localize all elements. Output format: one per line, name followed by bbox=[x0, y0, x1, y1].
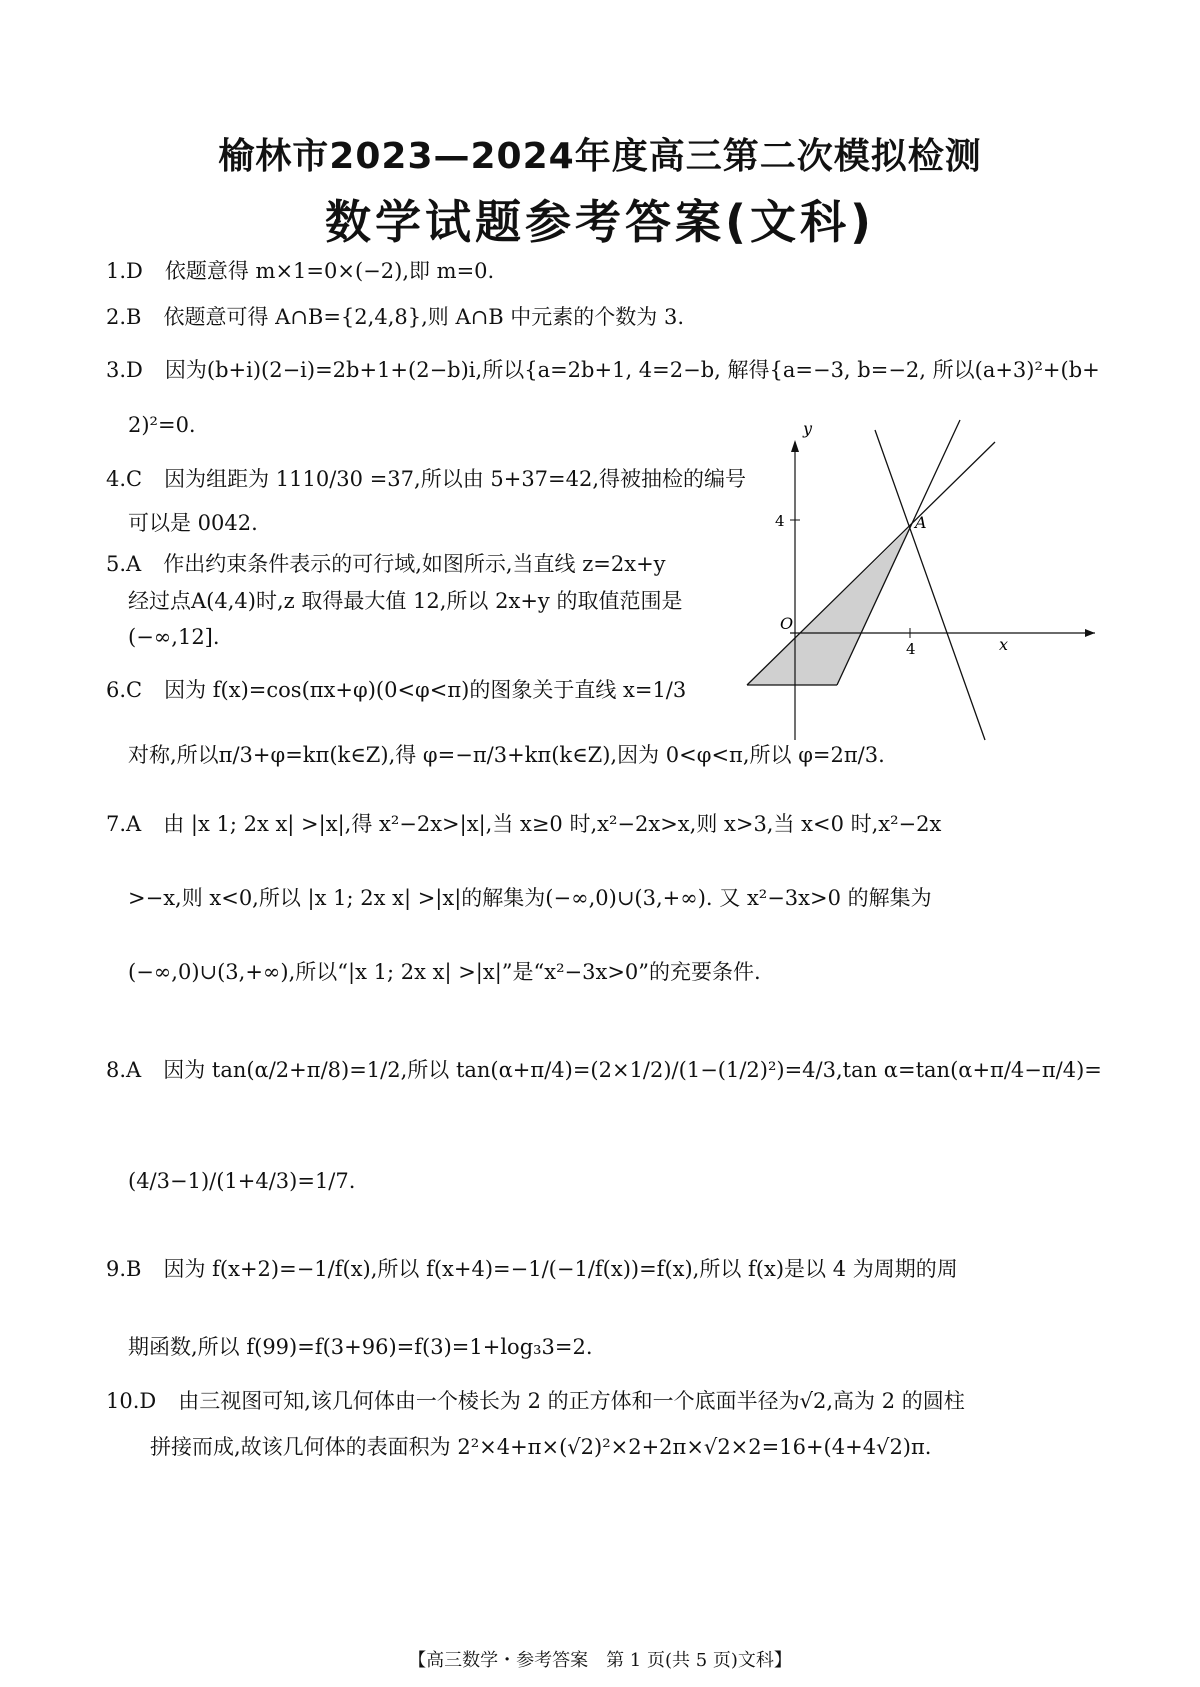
answer-6-text: 因为 f(x)=cos(πx+φ)(0<φ<π)的图象关于直线 x=1/3 bbox=[164, 678, 687, 702]
point-a-label: A bbox=[915, 513, 927, 532]
line-descending bbox=[875, 430, 985, 740]
answer-5-continuation-2: (−∞,12]. bbox=[128, 625, 220, 649]
answer-7 bbox=[106, 809, 941, 839]
answer-7-text: 由 |x 1; 2x x| >|x|,得 x²−2x>|x|,当 x≥0 时,x²−2x>x,则 x>3,当 x<0 时,x²−2x bbox=[163, 812, 942, 836]
answer-7-continuation-1: >−x,则 x<0,所以 |x 1; 2x x| >|x|的解集为(−∞,0)∪(3,+∞). 又 x²−3x>0 的解集为 bbox=[128, 886, 932, 910]
answer-8-continuation: (4/3−1)/(1+4/3)=1/7. bbox=[128, 1169, 356, 1193]
answer-9-continuation: 期函数,所以 f(99)=f(3+96)=f(3)=1+log₃3=2. bbox=[128, 1335, 593, 1359]
answer-9 bbox=[106, 1254, 958, 1284]
answer-10 bbox=[106, 1386, 965, 1416]
answer-4-number: 4.C bbox=[106, 467, 143, 491]
answer-10-text: 由三视图可知,该几何体由一个棱长为 2 的正方体和一个底面半径为√2,高为 2 的圆柱 bbox=[178, 1389, 965, 1413]
feasible-region-graph bbox=[775, 419, 1115, 745]
answer-5-text: 作出约束条件表示的可行域,如图所示,当直线 z=2x+y bbox=[163, 552, 666, 576]
answer-2-text: 依题意可得 A∩B={2,4,8},则 A∩B 中元素的个数为 3. bbox=[163, 305, 685, 329]
answer-3 bbox=[106, 355, 1100, 385]
answer-4 bbox=[106, 464, 746, 494]
answer-3-continuation: 2)²=0. bbox=[128, 413, 196, 437]
answer-10-number: 10.D bbox=[106, 1389, 157, 1413]
line-steep bbox=[837, 420, 960, 685]
answer-6-number: 6.C bbox=[106, 678, 143, 702]
answer-7-continuation-2: (−∞,0)∪(3,+∞),所以“|x 1; 2x x| >|x|”是“x²−3x>0”的充要条件. bbox=[128, 960, 761, 984]
answer-3-number: 3.D bbox=[106, 358, 143, 382]
y-axis-arrow bbox=[791, 440, 799, 452]
answer-4-continuation: 可以是 0042. bbox=[128, 511, 258, 535]
answer-6-continuation: 对称,所以π/3+φ=kπ(k∈Z),得 φ=−π/3+kπ(k∈Z),因为 0<φ<π,所以 φ=2π/3. bbox=[128, 743, 885, 767]
answer-8-text: 因为 tan(α/2+π/8)=1/2,所以 tan(α+π/4)=(2×1/2)/(1−(1/2)²)=4/3,tan α=tan(α+π/4−π/4)= bbox=[163, 1058, 1102, 1082]
answer-1-number: 1.D bbox=[106, 259, 143, 283]
origin-label: O bbox=[780, 614, 794, 633]
page-title: 榆林市2023—2024年度高三第二次模拟检测 bbox=[218, 136, 982, 177]
x-axis-label: x bbox=[999, 635, 1009, 654]
answer-10-continuation: 拼接而成,故该几何体的表面积为 2²×4+π×(√2)²×2+2π×√2×2=16+(4+4√2)π. bbox=[150, 1435, 932, 1459]
answer-1 bbox=[106, 256, 494, 286]
page-footer: 【高三数学・参考答案 第 1 页(共 5 页)文科】 bbox=[408, 1650, 792, 1671]
answer-9-number: 9.B bbox=[106, 1257, 142, 1281]
answer-7-number: 7.A bbox=[106, 812, 142, 836]
answer-2-number: 2.B bbox=[106, 305, 142, 329]
page-subtitle: 数学试题参考答案(文科) bbox=[324, 195, 876, 249]
y-tick-label: 4 bbox=[775, 512, 785, 530]
answer-8 bbox=[106, 1055, 1102, 1085]
y-axis-label: y bbox=[803, 419, 813, 438]
answer-9-text: 因为 f(x+2)=−1/f(x),所以 f(x+4)=−1/(−1/f(x))=f(x),所以 f(x)是以 4 为周期的周 bbox=[163, 1257, 958, 1281]
answer-3-text: 因为(b+i)(2−i)=2b+1+(2−b)i,所以{a=2b+1, 4=2−b, 解得{a=−3, b=−2, 所以(a+3)²+(b+ bbox=[164, 358, 1100, 382]
answer-2 bbox=[106, 302, 684, 332]
x-axis-arrow bbox=[1085, 629, 1095, 637]
answer-1-text: 依题意得 m×1=0×(−2),即 m=0. bbox=[164, 259, 495, 283]
answer-6 bbox=[106, 675, 686, 705]
x-tick-label: 4 bbox=[906, 640, 916, 658]
answer-4-text: 因为组距为 1110/30 =37,所以由 5+37=42,得被抽检的编号 bbox=[164, 467, 747, 491]
answer-5-continuation-1: 经过点A(4,4)时,z 取得最大值 12,所以 2x+y 的取值范围是 bbox=[128, 589, 683, 613]
answer-5 bbox=[106, 549, 666, 579]
answer-8-number: 8.A bbox=[106, 1058, 142, 1082]
answer-5-number: 5.A bbox=[106, 552, 142, 576]
